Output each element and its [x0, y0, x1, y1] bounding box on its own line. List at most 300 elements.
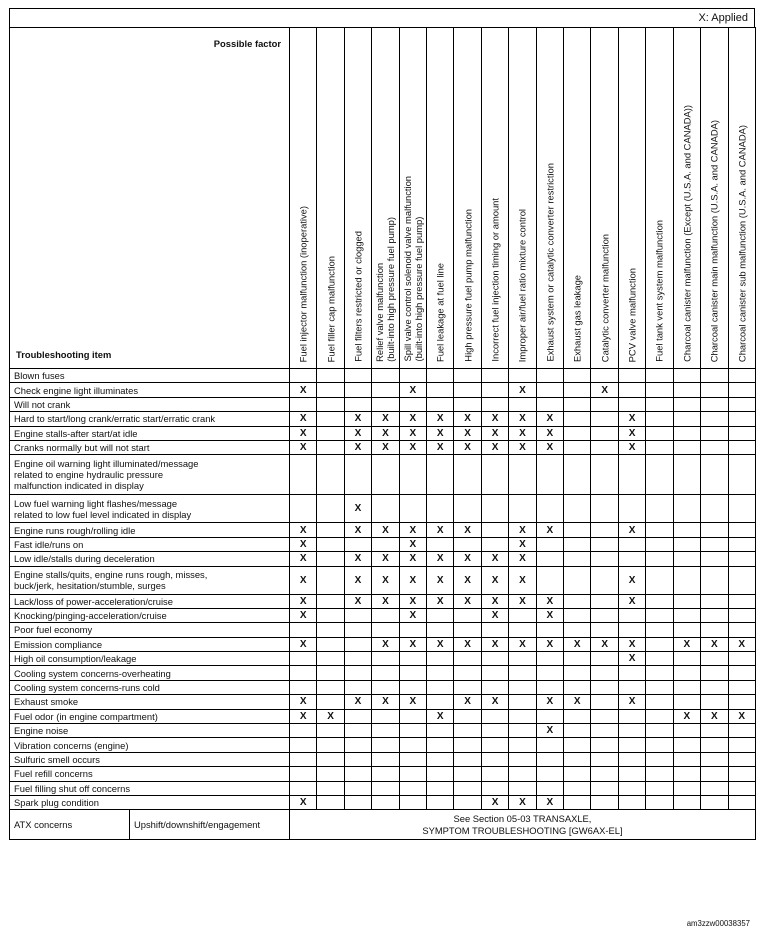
- applied-cell: [728, 738, 755, 752]
- applied-mark: X: [409, 610, 417, 622]
- applied-mark: X: [628, 427, 636, 439]
- applied-cell: [454, 369, 481, 383]
- applied-cell: [372, 781, 399, 795]
- applied-cell: [673, 537, 700, 551]
- applied-mark: X: [409, 574, 417, 586]
- troubleshooting-item: [10, 608, 290, 622]
- applied-cell: [536, 695, 563, 709]
- applied-cell: [454, 495, 481, 523]
- applied-mark: X: [436, 442, 444, 454]
- applied-cell: [509, 369, 536, 383]
- applied-cell: [618, 767, 645, 781]
- factor-label: [681, 105, 692, 362]
- applied-mark: X: [382, 427, 389, 439]
- applied-cell: [618, 666, 645, 680]
- applied-cell: [372, 795, 399, 809]
- applied-cell: [399, 537, 426, 551]
- applied-mark: X: [436, 413, 444, 425]
- troubleshooting-item: [10, 537, 290, 551]
- applied-mark: X: [382, 638, 389, 650]
- applied-cell: [290, 795, 317, 809]
- troubleshooting-item: [10, 412, 290, 426]
- applied-cell: [481, 752, 508, 766]
- applied-cell: [618, 383, 645, 397]
- factor-label: [544, 163, 555, 362]
- factor-header: [344, 28, 371, 369]
- applied-mark: X: [519, 797, 526, 809]
- applied-cell: [317, 781, 344, 795]
- troubleshooting-item: [10, 795, 290, 809]
- applied-cell: [481, 397, 508, 411]
- applied-mark: X: [546, 638, 554, 650]
- table-row: [10, 412, 756, 426]
- applied-cell: [618, 552, 645, 566]
- applied-cell: [701, 455, 728, 495]
- troubleshooting-item: [10, 781, 290, 795]
- applied-cell: [427, 781, 454, 795]
- factor-label: [490, 198, 501, 362]
- applied-cell: [372, 523, 399, 537]
- applied-cell: [481, 369, 508, 383]
- applied-cell: [646, 455, 673, 495]
- applied-cell: [509, 666, 536, 680]
- applied-cell: [399, 637, 426, 651]
- applied-cell: [701, 412, 728, 426]
- applied-cell: [317, 455, 344, 495]
- applied-mark: X: [491, 553, 499, 565]
- applied-mark: X: [683, 638, 691, 650]
- applied-cell: [591, 637, 618, 651]
- applied-mark: X: [382, 574, 389, 586]
- applied-mark: X: [436, 524, 444, 536]
- applied-cell: [509, 566, 536, 594]
- applied-cell: [618, 695, 645, 709]
- table-row: [10, 680, 756, 694]
- applied-cell: [399, 781, 426, 795]
- item-text-line: Poor fuel economy: [14, 624, 93, 636]
- item-text-line: Emission compliance: [14, 638, 103, 650]
- applied-cell: [509, 594, 536, 608]
- applied-cell: [509, 455, 536, 495]
- item-text-line: Exhaust smoke: [14, 696, 79, 708]
- table-row: [10, 752, 756, 766]
- applied-cell: [454, 738, 481, 752]
- applied-cell: [317, 623, 344, 637]
- applied-cell: [344, 455, 371, 495]
- applied-mark: X: [436, 638, 444, 650]
- applied-cell: [454, 383, 481, 397]
- applied-cell: [564, 623, 591, 637]
- applied-cell: [317, 608, 344, 622]
- applied-cell: [728, 594, 755, 608]
- applied-cell: [372, 738, 399, 752]
- table-row: [10, 709, 756, 723]
- applied-cell: [317, 724, 344, 738]
- factor-label-line: Relief valve malfunction: [374, 262, 386, 362]
- factor-label: [298, 206, 309, 362]
- applied-cell: [427, 537, 454, 551]
- applied-cell: [673, 594, 700, 608]
- applied-mark: X: [354, 524, 362, 536]
- item-text-line: related to low fuel level indicated in display: [14, 508, 192, 520]
- applied-cell: [454, 455, 481, 495]
- applied-cell: [564, 680, 591, 694]
- applied-cell: [509, 709, 536, 723]
- applied-mark: X: [409, 524, 417, 536]
- applied-mark: X: [491, 638, 499, 650]
- applied-mark: X: [436, 553, 444, 565]
- applied-mark: X: [464, 413, 471, 425]
- applied-cell: [344, 566, 371, 594]
- applied-cell: [454, 608, 481, 622]
- applied-cell: [372, 369, 399, 383]
- applied-cell: [701, 637, 728, 651]
- applied-cell: [618, 724, 645, 738]
- applied-cell: [399, 566, 426, 594]
- applied-cell: [701, 666, 728, 680]
- applied-cell: [536, 752, 563, 766]
- applied-mark: X: [299, 797, 307, 809]
- applied-cell: [701, 495, 728, 523]
- applied-cell: [344, 369, 371, 383]
- applied-cell: [290, 781, 317, 795]
- applied-cell: [290, 608, 317, 622]
- applied-cell: [481, 495, 508, 523]
- applied-mark: X: [299, 710, 307, 722]
- applied-cell: [290, 623, 317, 637]
- applied-cell: [481, 781, 508, 795]
- applied-mark: X: [327, 710, 334, 722]
- applied-cell: [399, 623, 426, 637]
- factor-label-line: Fuel filters restricted or clogged: [352, 231, 364, 362]
- applied-cell: [399, 709, 426, 723]
- applied-cell: [673, 709, 700, 723]
- applied-cell: [646, 383, 673, 397]
- applied-cell: [728, 412, 755, 426]
- applied-cell: [618, 440, 645, 454]
- applied-cell: [290, 495, 317, 523]
- legend-text: X: Applied: [698, 12, 748, 24]
- applied-cell: [646, 495, 673, 523]
- applied-cell: [290, 397, 317, 411]
- applied-cell: [618, 455, 645, 495]
- applied-cell: [481, 426, 508, 440]
- applied-mark: X: [546, 427, 554, 439]
- applied-cell: [618, 426, 645, 440]
- applied-cell: [509, 523, 536, 537]
- applied-mark: X: [409, 638, 417, 650]
- factor-header: [618, 28, 645, 369]
- applied-cell: [673, 724, 700, 738]
- applied-cell: [564, 495, 591, 523]
- applied-mark: X: [683, 710, 691, 722]
- applied-cell: [701, 537, 728, 551]
- atx-row: [10, 810, 756, 840]
- factor-label-line: (built-into high pressure fuel pump): [412, 217, 424, 362]
- applied-cell: [481, 594, 508, 608]
- applied-cell: [701, 680, 728, 694]
- factor-label: [627, 268, 638, 362]
- applied-cell: [399, 455, 426, 495]
- applied-cell: [646, 781, 673, 795]
- troubleshooting-item: [10, 652, 290, 666]
- applied-mark: X: [299, 538, 307, 550]
- applied-cell: [399, 495, 426, 523]
- applied-cell: [481, 455, 508, 495]
- troubleshooting-item: [10, 666, 290, 680]
- applied-cell: [728, 680, 755, 694]
- applied-cell: [591, 426, 618, 440]
- applied-cell: [618, 781, 645, 795]
- factor-header: [646, 28, 673, 369]
- applied-mark: X: [436, 710, 444, 722]
- item-text-line: Will not crank: [14, 398, 71, 410]
- applied-cell: [344, 767, 371, 781]
- applied-cell: [564, 695, 591, 709]
- applied-cell: [344, 695, 371, 709]
- applied-cell: [454, 724, 481, 738]
- applied-cell: [399, 795, 426, 809]
- applied-mark: X: [628, 574, 636, 586]
- factor-label-line: Exhaust gas leakage: [571, 274, 583, 362]
- troubleshooting-item: [10, 709, 290, 723]
- applied-cell: [454, 523, 481, 537]
- applied-cell: [372, 566, 399, 594]
- applied-cell: [317, 738, 344, 752]
- applied-cell: [481, 523, 508, 537]
- applied-cell: [509, 623, 536, 637]
- applied-cell: [591, 795, 618, 809]
- applied-cell: [372, 537, 399, 551]
- applied-cell: [564, 369, 591, 383]
- factor-label: [435, 263, 446, 362]
- applied-cell: [728, 795, 755, 809]
- applied-cell: [536, 397, 563, 411]
- applied-cell: [509, 724, 536, 738]
- applied-mark: X: [299, 442, 307, 454]
- applied-cell: [673, 397, 700, 411]
- applied-cell: [564, 666, 591, 680]
- applied-mark: X: [491, 610, 499, 622]
- applied-cell: [536, 552, 563, 566]
- applied-cell: [646, 412, 673, 426]
- item-text-line: Check engine light illuminates: [14, 384, 139, 396]
- applied-mark: X: [519, 538, 526, 550]
- applied-cell: [591, 724, 618, 738]
- table-row: [10, 426, 756, 440]
- applied-cell: [344, 652, 371, 666]
- applied-cell: [701, 566, 728, 594]
- table-row: [10, 724, 756, 738]
- applied-cell: [290, 383, 317, 397]
- applied-cell: [536, 795, 563, 809]
- applied-cell: [728, 552, 755, 566]
- applied-cell: [290, 426, 317, 440]
- table-row: [10, 397, 756, 411]
- possible-factor-label: Possible factor: [213, 38, 281, 49]
- factor-label-line: Incorrect fuel injection timing or amount: [489, 198, 501, 362]
- applied-cell: [728, 566, 755, 594]
- applied-mark: X: [464, 442, 471, 454]
- applied-cell: [673, 695, 700, 709]
- applied-cell: [317, 397, 344, 411]
- applied-mark: X: [628, 696, 636, 708]
- applied-cell: [290, 652, 317, 666]
- applied-cell: [317, 412, 344, 426]
- item-text-line: High oil consumption/leakage: [14, 653, 137, 665]
- applied-cell: [673, 440, 700, 454]
- applied-cell: [591, 495, 618, 523]
- applied-cell: [399, 752, 426, 766]
- applied-mark: X: [409, 553, 417, 565]
- applied-cell: [701, 552, 728, 566]
- applied-mark: X: [464, 524, 471, 536]
- applied-cell: [646, 426, 673, 440]
- applied-mark: X: [546, 524, 554, 536]
- factor-label: [325, 256, 336, 362]
- applied-mark: X: [354, 574, 362, 586]
- applied-cell: [344, 552, 371, 566]
- applied-mark: X: [382, 696, 389, 708]
- applied-mark: X: [519, 638, 526, 650]
- applied-cell: [454, 695, 481, 709]
- applied-cell: [454, 537, 481, 551]
- applied-mark: X: [354, 503, 362, 515]
- applied-mark: X: [519, 524, 526, 536]
- applied-mark: X: [491, 595, 499, 607]
- applied-cell: [317, 666, 344, 680]
- applied-cell: [701, 738, 728, 752]
- applied-cell: [646, 369, 673, 383]
- applied-cell: [481, 623, 508, 637]
- applied-cell: [701, 767, 728, 781]
- applied-mark: X: [436, 595, 444, 607]
- applied-cell: [317, 495, 344, 523]
- applied-mark: X: [491, 797, 499, 809]
- applied-cell: [344, 523, 371, 537]
- applied-mark: X: [382, 595, 389, 607]
- applied-cell: [290, 566, 317, 594]
- applied-cell: [701, 724, 728, 738]
- applied-cell: [427, 426, 454, 440]
- applied-cell: [481, 709, 508, 723]
- applied-cell: [427, 752, 454, 766]
- applied-cell: [399, 767, 426, 781]
- table-row: [10, 695, 756, 709]
- applied-cell: [290, 537, 317, 551]
- item-text-line: Cooling system concerns-runs cold: [14, 682, 160, 694]
- applied-cell: [372, 383, 399, 397]
- item-text-line: related to engine hydraulic pressure: [14, 469, 164, 481]
- applied-cell: [344, 637, 371, 651]
- applied-cell: [673, 652, 700, 666]
- applied-cell: [399, 412, 426, 426]
- applied-mark: X: [519, 574, 526, 586]
- item-text-line: Low fuel warning light flashes/message: [14, 497, 178, 509]
- applied-cell: [317, 440, 344, 454]
- applied-cell: [399, 652, 426, 666]
- applied-cell: [728, 666, 755, 680]
- applied-cell: [536, 383, 563, 397]
- applied-mark: X: [354, 442, 362, 454]
- applied-cell: [427, 652, 454, 666]
- applied-cell: [646, 709, 673, 723]
- applied-cell: [317, 795, 344, 809]
- applied-cell: [372, 608, 399, 622]
- factor-label-line: Spill valve control solenoid valve malfunction: [401, 176, 413, 362]
- applied-cell: [536, 709, 563, 723]
- applied-cell: [454, 552, 481, 566]
- applied-cell: [618, 397, 645, 411]
- troubleshooting-item: [10, 680, 290, 694]
- applied-cell: [646, 695, 673, 709]
- applied-cell: [618, 495, 645, 523]
- applied-cell: [481, 666, 508, 680]
- applied-cell: [564, 652, 591, 666]
- applied-mark: X: [738, 638, 746, 650]
- factor-label: [517, 209, 528, 362]
- applied-cell: [673, 383, 700, 397]
- applied-cell: [372, 680, 399, 694]
- applied-cell: [454, 652, 481, 666]
- table-row: [10, 795, 756, 809]
- applied-mark: X: [546, 595, 554, 607]
- applied-cell: [509, 495, 536, 523]
- item-text-line: Sulfuric smell occurs: [14, 754, 100, 765]
- applied-cell: [344, 724, 371, 738]
- applied-cell: [591, 623, 618, 637]
- applied-cell: [372, 709, 399, 723]
- applied-mark: X: [628, 595, 636, 607]
- applied-cell: [701, 695, 728, 709]
- item-text-line: Fuel odor (in engine compartment): [14, 710, 158, 722]
- applied-mark: X: [546, 413, 554, 425]
- applied-mark: X: [573, 696, 581, 708]
- factor-header: [372, 28, 399, 369]
- applied-cell: [372, 724, 399, 738]
- applied-cell: [536, 724, 563, 738]
- applied-cell: [673, 795, 700, 809]
- applied-cell: [591, 383, 618, 397]
- applied-cell: [372, 495, 399, 523]
- applied-mark: X: [519, 553, 526, 565]
- table-row: [10, 666, 756, 680]
- item-text-line: Engine noise: [14, 725, 69, 737]
- applied-mark: X: [299, 413, 307, 425]
- applied-cell: [399, 738, 426, 752]
- applied-cell: [317, 566, 344, 594]
- applied-mark: X: [354, 427, 362, 439]
- applied-cell: [536, 594, 563, 608]
- troubleshooting-item: [10, 594, 290, 608]
- factor-label: [654, 220, 665, 362]
- troubleshooting-item: [10, 552, 290, 566]
- applied-mark: X: [601, 384, 608, 396]
- applied-mark: X: [409, 413, 417, 425]
- applied-cell: [372, 552, 399, 566]
- factor-label-line: Charcoal canister sub malfunction (U.S.A. and CANADA): [736, 124, 748, 362]
- applied-mark: X: [519, 595, 526, 607]
- table-row: [10, 495, 756, 523]
- applied-cell: [509, 383, 536, 397]
- applied-cell: [564, 724, 591, 738]
- applied-cell: [317, 767, 344, 781]
- factor-header: [673, 28, 700, 369]
- applied-cell: [701, 752, 728, 766]
- applied-cell: [646, 767, 673, 781]
- applied-cell: [673, 455, 700, 495]
- applied-mark: X: [382, 413, 389, 425]
